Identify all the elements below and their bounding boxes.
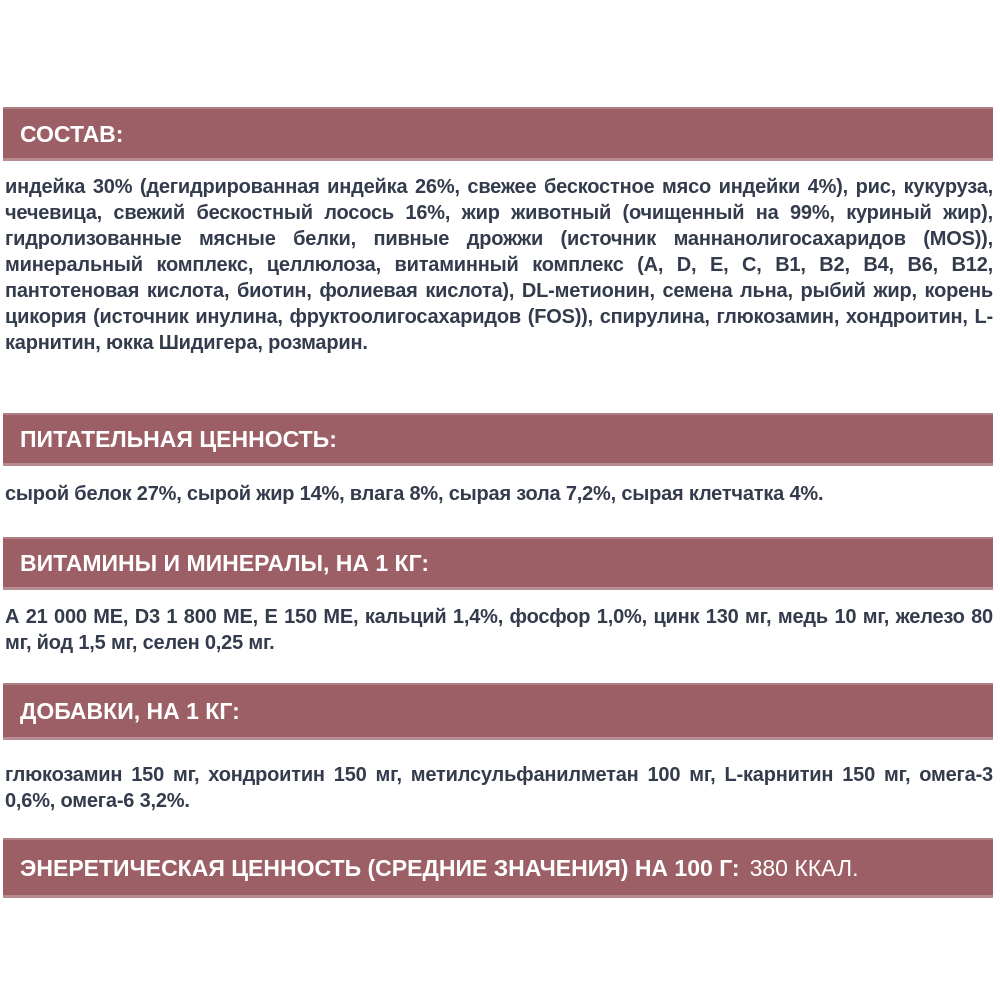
section-vitamins-minerals — [3, 537, 993, 656]
section-composition — [3, 107, 993, 356]
vitamins-minerals-header-label: ВИТАМИНЫ И МИНЕРАЛЫ, НА 1 КГ: — [20, 550, 429, 576]
section-additives — [3, 683, 993, 814]
energy-value-label: ЭНЕРЕТИЧЕСКАЯ ЦЕННОСТЬ (СРЕДНИЕ ЗНАЧЕНИЯ) НА 100 Г: — [20, 854, 740, 881]
additives-header-label: ДОБАВКИ, НА 1 КГ: — [20, 698, 240, 724]
composition-header-label: СОСТАВ: — [20, 120, 124, 147]
composition-body-text: индейка 30% (дегидрированная индейка 26%, свежее бескостное мясо индейки 4%), рис, кукуруза, чечевица, свежий бескостный лосось 16%, жир животный (очищенный на 99%, куриный жир), гидролизованные мясные белки, пивные дрожжи (источник маннанолигосахаридов (MOS)), минеральный комплекс, целлюлоза, витаминный комплекс (A, D, E, C, B1, B2, B4, B6, B12, пантотеновая кислота, биотин, фолиевая кислота), DL-метионин, семена льна, рыбий жир, корень цикория (источник инулина, фруктоолигосахаридов (FOS)), спирулина, глюкозамин, хондроитин, L-карнитин, юкка Шидигера, розмарин. — [5, 176, 993, 354]
additives-body-text: глюкозамин 150 мг, хондроитин 150 мг, метилсульфанилметан 100 мг, L-карнитин 150 мг, омега-3 0,6%, омега-6 3,2%. — [5, 764, 993, 812]
additives-header-bar — [3, 683, 993, 740]
nutrition-body-text: сырой белок 27%, сырой жир 14%, влага 8%, сырая зола 7,2%, сырая клетчатка 4%. — [5, 483, 824, 505]
nutrition-header-bar — [3, 413, 993, 466]
composition-header-bar — [3, 107, 993, 161]
vitamins-minerals-body-text: А 21 000 МЕ, D3 1 800 МЕ, Е 150 МЕ, кальций 1,4%, фосфор 1,0%, цинк 130 мг, медь 10 мг, железо 80 мг, йод 1,5 мг, селен 0,25 мг. — [5, 606, 993, 654]
energy-value-amount: 380 ККАЛ. — [749, 854, 859, 881]
section-nutrition — [3, 413, 993, 507]
energy-value-bar — [3, 838, 993, 898]
vitamins-minerals-header-bar — [3, 537, 993, 590]
nutrition-header-label: ПИТАТЕЛЬНАЯ ЦЕННОСТЬ: — [20, 426, 337, 452]
